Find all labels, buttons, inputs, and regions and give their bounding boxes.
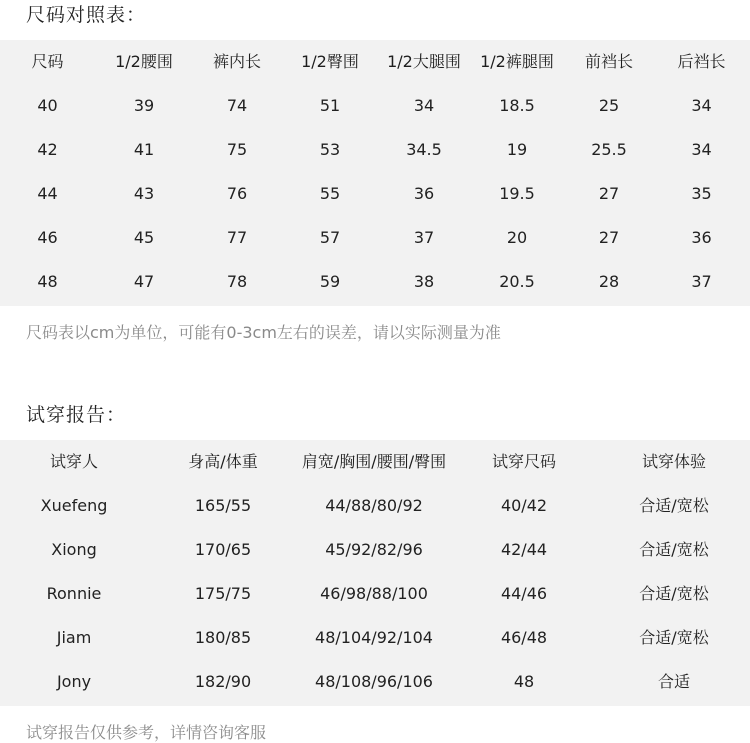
fit-experience-cell: 合适/宽松 (639, 628, 709, 647)
header-cell: 后裆长 (677, 52, 726, 71)
header-cell: 1/2大腿围 (387, 52, 461, 71)
trial-report-note: 试穿报告仅供参考，详情咨询客服 (26, 723, 267, 742)
leg-opening-cell: 18.5 (499, 96, 535, 115)
trial-report-title: 试穿报告： (26, 404, 127, 426)
size-chart-row (0, 216, 750, 260)
height-weight-cell: 170/65 (194, 540, 252, 559)
trial-size-cell: 42/44 (500, 540, 548, 559)
leg-opening-cell: 19.5 (499, 184, 535, 203)
back-rise-cell: 36 (691, 228, 712, 247)
header-cell: 试穿人 (49, 452, 98, 471)
size-cell: 46 (37, 228, 58, 247)
size-chart-header-row (0, 40, 750, 84)
back-rise-cell: 34 (691, 140, 712, 159)
thigh-cell: 37 (413, 228, 435, 247)
size-chart-row (0, 260, 750, 304)
hip-cell: 51 (319, 96, 341, 115)
waist-cell: 41 (133, 140, 155, 159)
trial-report-table (0, 440, 750, 706)
tester-name-cell: Ronnie (46, 584, 102, 603)
size-chart-row (0, 172, 750, 216)
leg-opening-cell: 20 (506, 228, 528, 247)
tester-name-cell: Xiong (51, 540, 97, 559)
thigh-cell: 36 (413, 184, 435, 203)
header-cell: 身高/体重 (188, 452, 258, 471)
hip-cell: 57 (319, 228, 341, 247)
body-measurements-cell: 45/92/82/96 (325, 540, 423, 559)
trial-report-row (0, 528, 750, 572)
tester-name-cell: Jony (56, 672, 92, 691)
front-rise-cell: 27 (598, 184, 620, 203)
trial-report-row (0, 660, 750, 704)
body-measurements-cell: 48/104/92/104 (315, 628, 433, 647)
leg-opening-cell: 20.5 (499, 272, 535, 291)
fit-experience-cell: 合适/宽松 (639, 496, 709, 515)
trial-size-cell: 40/42 (500, 496, 548, 515)
hip-cell: 59 (319, 272, 341, 291)
header-cell: 1/2裤腿围 (480, 52, 554, 71)
height-weight-cell: 182/90 (194, 672, 252, 691)
height-weight-cell: 180/85 (194, 628, 252, 647)
header-cell: 1/2腰围 (115, 52, 173, 71)
front-rise-cell: 28 (598, 272, 620, 291)
hip-cell: 55 (319, 184, 341, 203)
front-rise-cell: 25 (598, 96, 620, 115)
waist-cell: 47 (133, 272, 155, 291)
trial-report-row (0, 616, 750, 660)
size-chart-row (0, 128, 750, 172)
header-cell: 1/2臀围 (301, 52, 359, 71)
back-rise-cell: 37 (691, 272, 712, 291)
header-cell: 尺码 (31, 52, 64, 71)
waist-cell: 43 (133, 184, 155, 203)
size-chart-table (0, 40, 750, 306)
tester-name-cell: Xuefeng (40, 496, 108, 515)
waist-cell: 39 (133, 96, 155, 115)
header-cell: 肩宽/胸围/腰围/臀围 (301, 452, 447, 471)
fit-experience-cell: 合适 (657, 672, 690, 691)
leg-opening-cell: 19 (506, 140, 528, 159)
trial-report-row (0, 572, 750, 616)
size-cell: 48 (37, 272, 58, 291)
hip-cell: 53 (319, 140, 341, 159)
trial-size-cell: 44/46 (500, 584, 548, 603)
header-cell: 试穿尺码 (491, 452, 556, 471)
trial-report-row (0, 484, 750, 528)
body-measurements-cell: 48/108/96/106 (315, 672, 433, 691)
back-rise-cell: 35 (691, 184, 712, 203)
inseam-cell: 74 (226, 96, 248, 115)
body-measurements-cell: 44/88/80/92 (325, 496, 423, 515)
trial-size-cell: 46/48 (500, 628, 548, 647)
inseam-cell: 78 (226, 272, 248, 291)
size-chart-row (0, 84, 750, 128)
body-measurements-cell: 46/98/88/100 (320, 584, 428, 603)
header-cell: 裤内长 (212, 52, 261, 71)
front-rise-cell: 25.5 (591, 140, 627, 159)
size-cell: 42 (37, 140, 58, 159)
fit-experience-cell: 合适/宽松 (639, 584, 709, 603)
inseam-cell: 77 (226, 228, 248, 247)
tester-name-cell: Jiam (56, 628, 92, 647)
height-weight-cell: 175/75 (194, 584, 252, 603)
size-chart-note: 尺码表以cm为单位，可能有0-3cm左右的误差，请以实际测量为准 (26, 323, 501, 342)
size-cell: 44 (37, 184, 58, 203)
height-weight-cell: 165/55 (194, 496, 252, 515)
size-chart-title: 尺码对照表： (26, 4, 147, 26)
trial-size-cell: 48 (513, 672, 535, 691)
thigh-cell: 38 (413, 272, 435, 291)
size-cell: 40 (37, 96, 58, 115)
fit-experience-cell: 合适/宽松 (639, 540, 709, 559)
thigh-cell: 34 (413, 96, 435, 115)
header-cell: 试穿体验 (641, 452, 706, 471)
inseam-cell: 75 (226, 140, 248, 159)
front-rise-cell: 27 (598, 228, 620, 247)
trial-report-header-row (0, 440, 750, 484)
header-cell: 前裆长 (584, 52, 633, 71)
inseam-cell: 76 (226, 184, 248, 203)
waist-cell: 45 (133, 228, 155, 247)
thigh-cell: 34.5 (406, 140, 442, 159)
back-rise-cell: 34 (691, 96, 712, 115)
